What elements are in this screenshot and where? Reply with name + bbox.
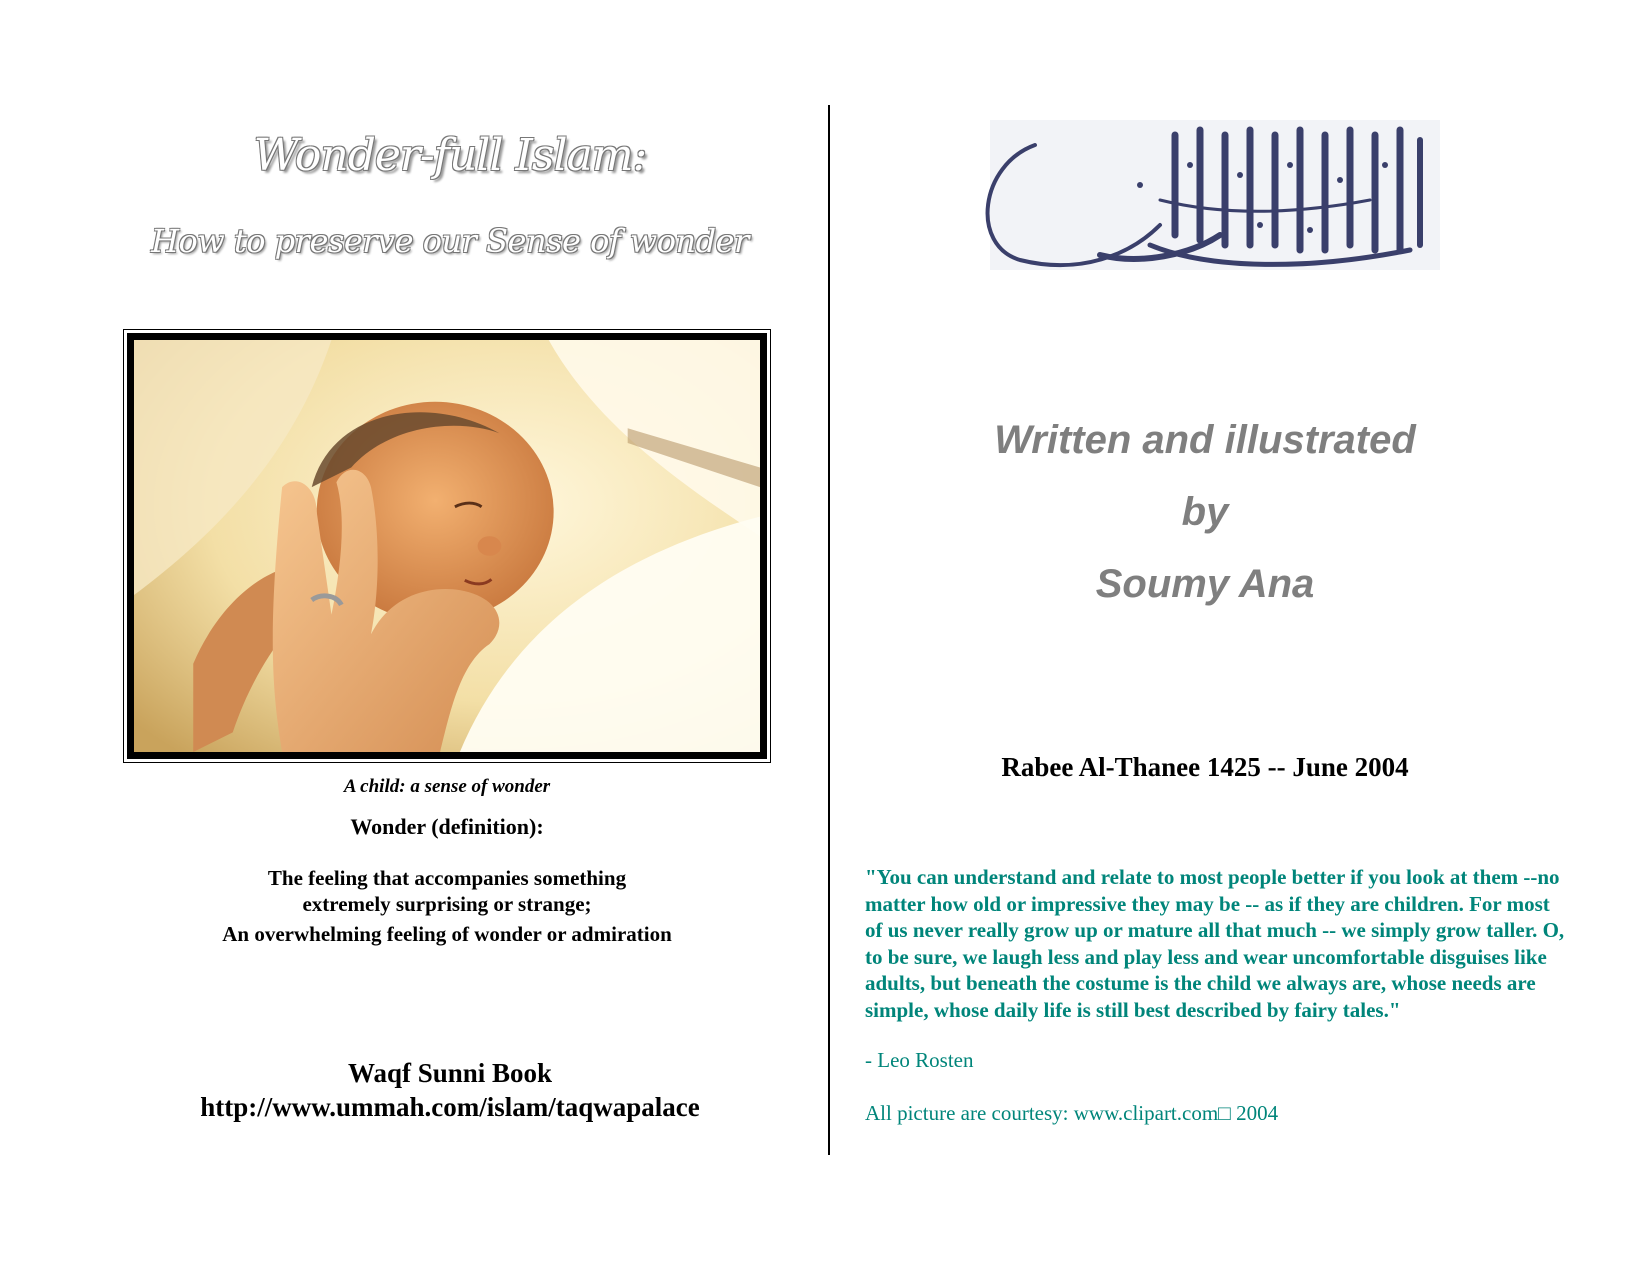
author-line-by: by	[1181, 490, 1229, 534]
author-name: Soumy Ana	[1095, 562, 1315, 606]
quote-author: - Leo Rosten	[865, 1048, 974, 1072]
quote-text: "You can understand and relate to most people better if you look at them --no matter how old or impressive they may be -- as if they are children. For most of us never really grow up or mature all that much -- we simply grow taller. O, to be sure, we laugh less and play less and wear uncomfortable disguises like adults, but beneath the costume is the child we always are, whose needs are simple, whose daily life is still best described by fairy tales."	[865, 865, 1565, 1022]
page-divider	[828, 105, 830, 1155]
baby-photo-frame	[123, 329, 771, 763]
author-line-written: Written and illustrated	[994, 418, 1416, 462]
photo-caption: A child: a sense of wonder	[343, 776, 551, 797]
picture-courtesy: All picture are courtesy: www.clipart.com□ 2004	[865, 1101, 1279, 1125]
publication-date: Rabee Al-Thanee 1425 -- June 2004	[1001, 752, 1409, 782]
calligraphy-illustration	[960, 105, 1450, 285]
book-subtitle: How to preserve our Sense of wonder	[151, 222, 749, 260]
baby-photo-illustration	[134, 340, 760, 752]
arabic-calligraphy-image	[960, 105, 1450, 285]
definition-line: An overwhelming feeling of wonder or admiration	[222, 922, 672, 946]
definition-line: extremely surprising or strange;	[302, 892, 592, 916]
definition-heading: Wonder (definition):	[350, 814, 544, 839]
book-title: Wonder-full Islam:	[253, 130, 647, 181]
definition-line: The feeling that accompanies something	[267, 866, 627, 890]
publisher-url: http://www.ummah.com/islam/taqwapalace	[200, 1092, 700, 1122]
baby-photo	[127, 333, 767, 759]
publisher-name: Waqf Sunni Book	[347, 1058, 553, 1088]
